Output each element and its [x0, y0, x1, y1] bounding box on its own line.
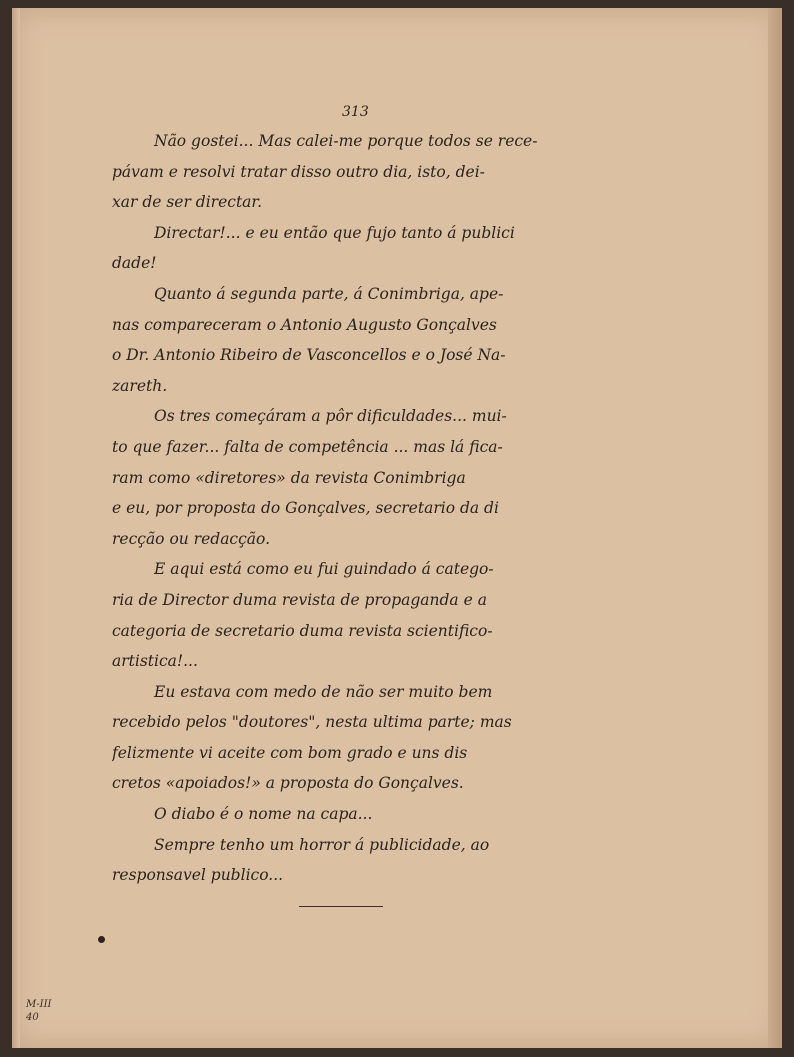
text-line: O diabo é o nome na capa...: [154, 805, 373, 824]
text-line: categoria de secretario duma revista scientifico-: [112, 621, 493, 640]
archive-mark-code: M-III: [26, 999, 52, 1010]
text-line: responsavel publico...: [112, 866, 284, 885]
text-line: artistica!...: [112, 652, 198, 671]
text-line: dade!: [112, 254, 157, 273]
archive-mark: [26, 998, 51, 1024]
text-line: cretos «apoiados!» a proposta do Gonçalves.: [112, 774, 464, 793]
text-line: pávam e resolvi tratar disso outro dia, isto, dei-: [112, 162, 485, 181]
text-line: Não gostei... Mas calei-me porque todos se rece-: [154, 132, 538, 150]
page-left-edge: [12, 8, 20, 1048]
text-line: zareth.: [112, 376, 168, 395]
text-line: e eu, por proposta do Gonçalves, secretario da di: [112, 499, 499, 518]
text-line: Directar!... e eu então que fujo tanto á publici: [154, 223, 515, 242]
ink-dot: [98, 936, 105, 943]
text-line: Sempre tenho um horror á publicidade, ao: [154, 835, 490, 854]
handwritten-text-block: [112, 126, 622, 891]
text-line: to que fazer... falta de competência ... mas lá fica-: [112, 437, 503, 456]
text-line: Quanto á segunda parte, á Conimbriga, ape-: [154, 284, 504, 303]
closing-rule: [299, 906, 383, 907]
manuscript-page: [12, 8, 782, 1048]
page-right-edge: [768, 8, 782, 1048]
text-line: ram como «diretores» da revista Conimbriga: [112, 468, 466, 487]
text-line: Os tres começáram a pôr dificuldades... mui-: [154, 407, 507, 426]
text-line: nas compareceram o Antonio Augusto Gonçalves: [112, 315, 497, 334]
text-line: xar de ser directar.: [112, 193, 263, 212]
text-line: felizmente vi aceite com bom grado e uns dis: [112, 743, 468, 762]
text-line: recebido pelos "doutores", nesta ultima parte; mas: [112, 713, 512, 732]
text-line: ria de Director duma revista de propaganda e a: [112, 590, 487, 609]
text-line: recção ou redacção.: [112, 529, 271, 548]
text-line: E aqui está como eu fui guindado á catego-: [154, 560, 494, 579]
page-number: 313: [342, 104, 369, 120]
text-line: Eu estava com medo de não ser muito bem: [154, 682, 493, 701]
archive-mark-number: 40: [26, 1012, 39, 1023]
text-line: o Dr. Antonio Ribeiro de Vasconcellos e o José Na-: [112, 346, 506, 365]
